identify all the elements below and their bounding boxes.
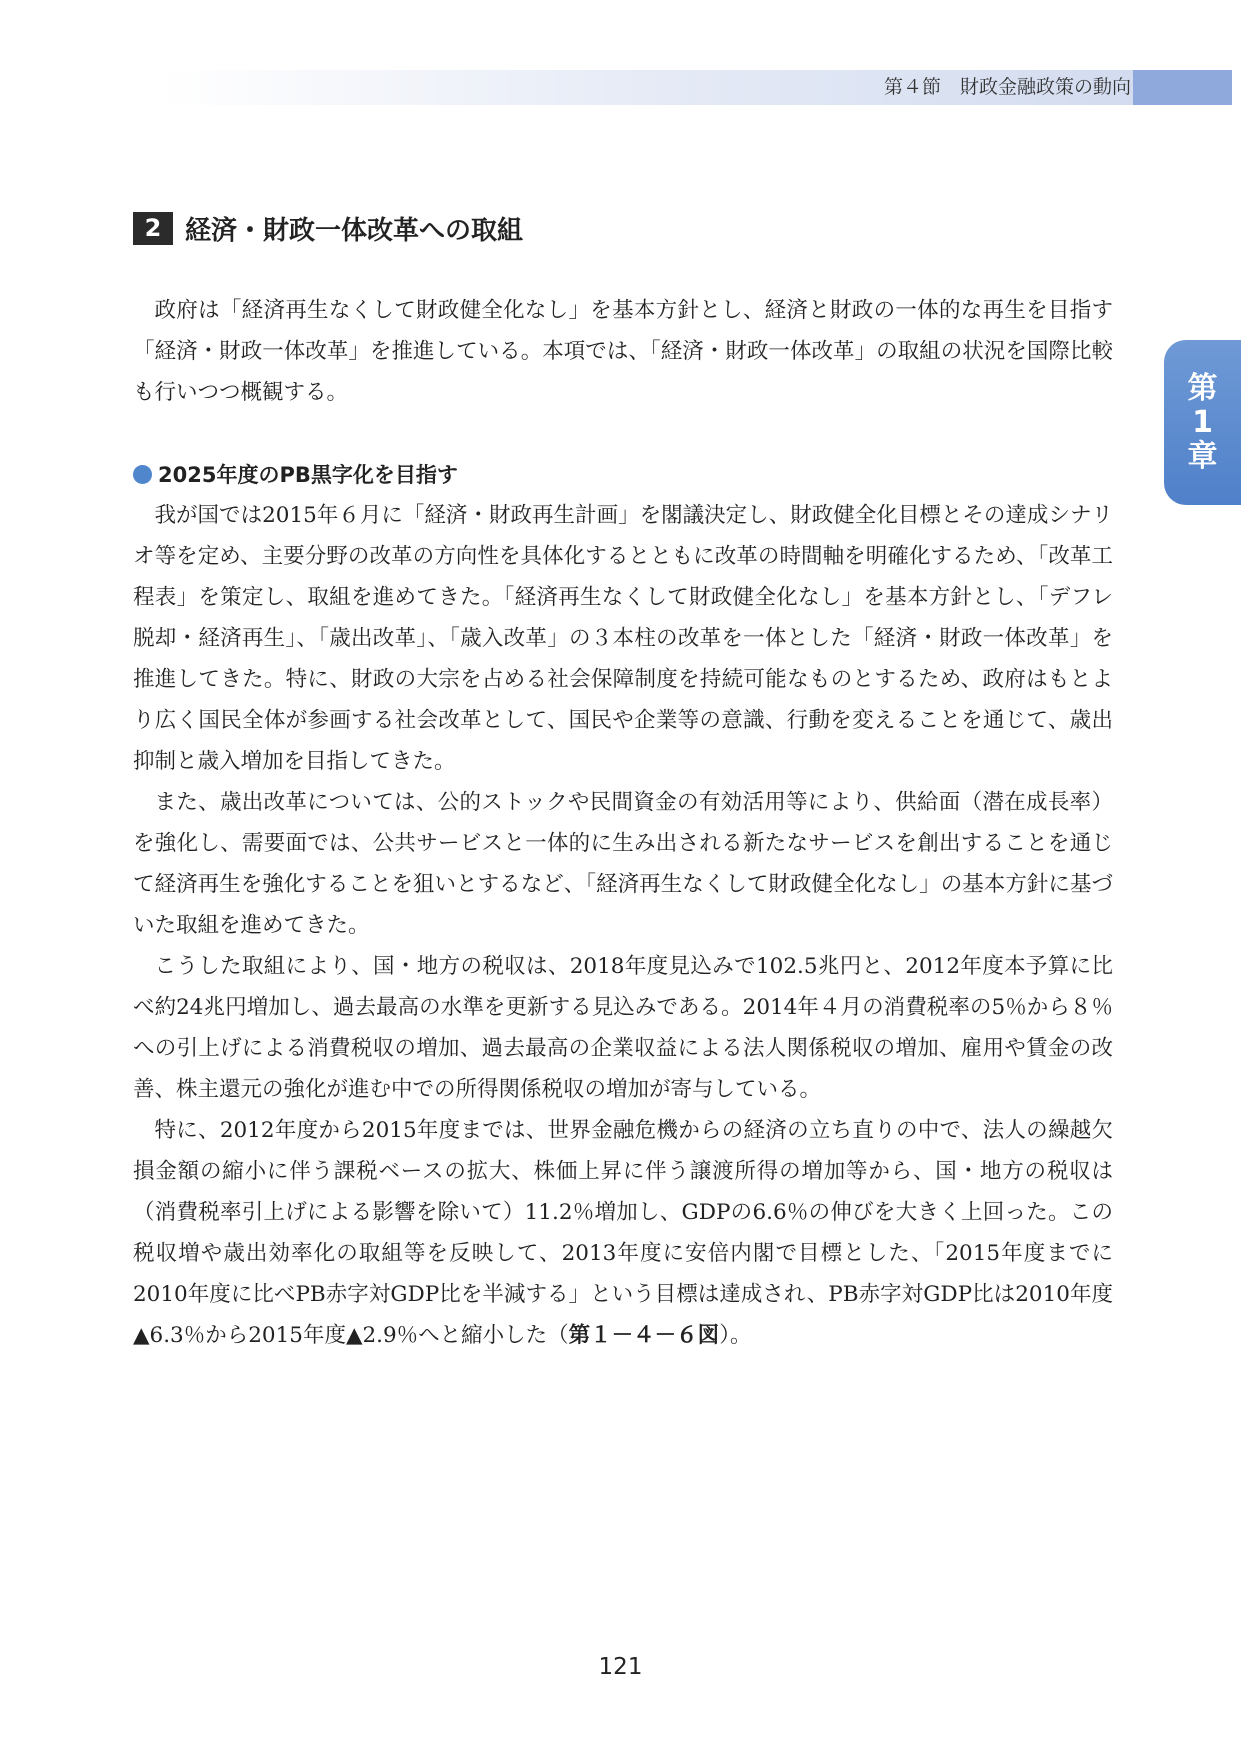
section-title: 経済・財政一体改革への取組: [185, 215, 524, 246]
running-header: 第４節 財政金融政策の動向: [883, 76, 1131, 98]
paragraph-last-tail: ）。: [719, 1323, 752, 1348]
chapter-tab-suffix: 章: [1187, 438, 1218, 474]
chapter-tab-number: 1: [1192, 404, 1213, 440]
section-number-badge: 2: [133, 212, 173, 245]
page-number: 121: [598, 1654, 643, 1680]
paragraph: こうした取組により、国・地方の税収は、2018年度見込みで102.5兆円と、2012年度本予算に比べ約24兆円増加し、過去最高の水準を更新する見込みである。2014年４月の消費税率の5％から８％への引上げによる消費税収の増加、過去最高の企業収益による法人関係税収の増加、雇用や賃金の改善、株主還元の強化が進む中での所得関係税収の増加が寄与している。: [133, 954, 1113, 1102]
paragraph-last: [133, 1110, 1113, 1356]
chapter-tab-prefix: 第: [1187, 370, 1218, 406]
subsection-heading: [133, 458, 458, 490]
bullet-dot-icon: [133, 465, 152, 484]
intro-paragraph: 政府は「経済再生なくして財政健全化なし」を基本方針とし、経済と財政の一体的な再生を目指す「経済・財政一体改革」を推進している。本項では、「経済・財政一体改革」の取組の状況を国際比較も行いつつ概観する。: [133, 298, 1113, 405]
section-heading: [133, 210, 523, 246]
paragraph: 我が国では2015年６月に「経済・財政再生計画」を閣議決定し、財政健全化目標とその達成シナリオ等を定め、主要分野の改革の方向性を具体化するとともに改革の時間軸を明確化するため、「改革工程表」を策定し、取組を進めてきた。「経済再生なくして財政健全化なし」を基本方針とし、「デフレ脱却・経済再生」、「歳出改革」、「歳入改革」の３本柱の改革を一体とした「経済・財政一体改革」を推進してきた。特に、財政の大宗を占める社会保障制度を持続可能なものとするため、政府はもとより広く国民全体が参画する社会改革として、国民や企業等の意識、行動を変えることを通じて、歳出抑制と歳入増加を目指してきた。: [133, 503, 1113, 774]
paragraph: また、歳出改革については、公的ストックや民間資金の有効活用等により、供給面（潜在成長率）を強化し、需要面では、公共サービスと一体的に生み出される新たなサービスを創出することを通じて経済再生を強化することを狙いとするなど、「経済再生なくして財政健全化なし」の基本方針に基づいた取組を進めてきた。: [133, 790, 1113, 938]
intro-block: [133, 290, 1113, 413]
paragraph-last-text: 特に、2012年度から2015年度までは、世界金融危機からの経済の立ち直りの中で、法人の繰越欠損金額の縮小に伴う課税ベースの拡大、株価上昇に伴う譲渡所得の増加等から、国・地方の税収は（消費税率引上げによる影響を除いて）11.2％増加し、GDPの6.6％の伸びを大きく上回った。この税収増や歳出効率化の取組等を反映して、2013年度に安倍内閣で目標とした、「2015年度までに2010年度に比べPB赤字対GDP比を半減する」という目標は達成され、PB赤字対GDP比は2010年度▲6.3％から2015年度▲2.9％へと縮小した（: [133, 1118, 1113, 1348]
chapter-tab: [1164, 340, 1241, 505]
subsection-title: 2025年度のPB黒字化を目指す: [158, 463, 458, 487]
figure-reference: 第１－４－６図: [568, 1323, 720, 1348]
header-accent-block: [1133, 70, 1232, 105]
body-text: [133, 495, 1113, 1356]
